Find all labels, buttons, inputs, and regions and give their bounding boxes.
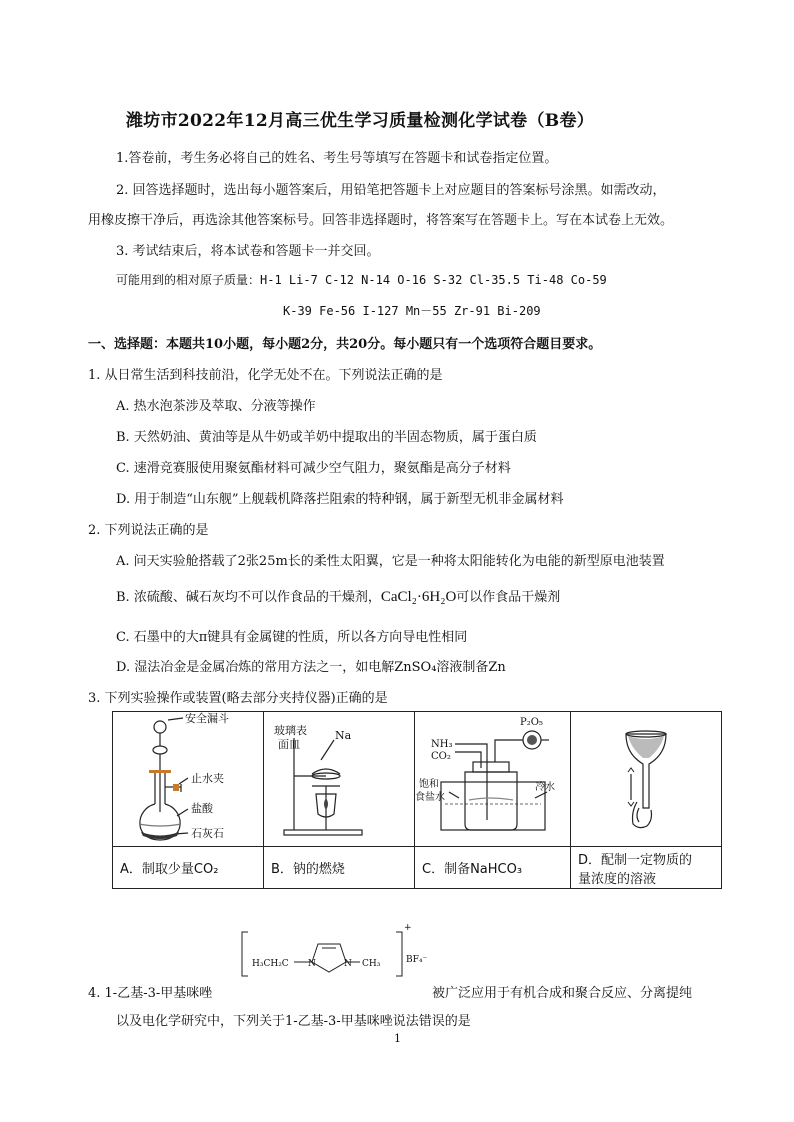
struct-charge: + [404,923,412,933]
q4-stem-start: 4. 1-乙基-3-甲基咪唑 [88,986,213,1001]
label-cold-water: 冷水 [535,782,555,793]
label-co2: CO₂ [431,751,451,762]
q3-caption-d-line1: D．配制一定物质的 [578,852,693,868]
instruction-2b: 用橡皮擦干净后，再选涂其他答案标号。回答非选择题时，将答案写在答题卡上。写在本试卷上无效。 [88,213,674,228]
q3-caption-a: A．制取少量CO₂ [113,847,264,889]
instruction-3: 3. 考试结束后，将本试卷和答题卡一并交回。 [116,244,380,259]
q3-caption-b: B．钠的燃烧 [264,847,415,889]
struct-anion: BF₄⁻ [406,955,428,965]
instruction-1: 1.答卷前，考生务必将自己的姓名、考生号等填写在答题卡和试卷指定位置。 [116,151,558,166]
q2-option-c: C. 石墨中的大π键具有金属键的性质，所以各方向导电性相同 [116,630,468,645]
instruction-2a: 2. 回答选择题时，选出每小题答案后，用铅笔把答题卡上对应题目的答案标号涂黑。如需改动， [116,183,666,198]
q3-caption-d [571,847,722,889]
q3-caption-c: C．制备NaHCO₃ [415,847,571,889]
page-title: 潍坊市2022年12月高三优生学习质量检测化学试卷（B卷） [126,111,595,131]
q1-option-a: A. 热水泡茶涉及萃取、分液等操作 [116,399,316,414]
q3-figure-a [113,712,264,847]
q2-option-b-pre: B. 浓硫酸、碱石灰均不可以作食品的干燥剂， [116,590,381,605]
q3-apparatus-table [112,711,722,889]
struct-ethyl: H₃CH₂C [252,959,289,969]
q4-stem-continued: 被广泛应用于有机合成和聚合反应、分离提纯 [432,986,693,1001]
volumetric-flask-diagram [571,712,721,846]
atomic-mass-line-2: K-39 Fe-56 I-127 Mn－55 Zr-91 Bi-209 [283,304,541,318]
q3-figure-d [571,712,722,847]
nahco3-apparatus-diagram [415,712,570,846]
sodium-combustion-diagram [264,712,414,846]
label-saturated: 饱和 [419,779,439,790]
q1-option-b: B. 天然奶油、黄油等是从牛奶或羊奶中提取出的半固态物质，属于蛋白质 [116,430,537,445]
struct-n1: N [308,959,316,969]
q2-option-b [116,586,560,606]
label-salt-water: 食盐水 [415,792,445,803]
q3-figure-b [264,712,415,847]
label-sodium: Na [335,729,352,742]
label-watch-glass-1: 玻璃表 [274,724,307,737]
page-number: 1 [394,1032,401,1045]
q2-option-a: A. 问天实验舱搭载了2张25m长的柔性太阳翼，它是一种将太阳能转化为电能的新型原电池装置 [116,554,665,569]
atomic-mass-line-1: 可能用到的相对原子质量：H-1 Li-7 C-12 N-14 O-16 S-32 Cl-35.5 Ti-48 Co-59 [116,273,607,287]
q3-stem: 3. 下列实验操作或装置(略去部分夹持仪器)正确的是 [88,691,388,706]
co2-apparatus-diagram [113,712,263,846]
q2-option-d: D. 湿法冶金是金属冶炼的常用方法之一，如电解ZnSO₄溶液制备Zn [116,660,506,675]
q3-caption-d-line2: 量浓度的溶液 [578,871,657,887]
label-safety-funnel: 安全漏斗 [185,712,229,725]
label-hydrochloric-acid: 盐酸 [191,802,213,815]
q2-stem: 2. 下列说法正确的是 [88,523,209,538]
label-nh3: NH₃ [431,739,453,750]
q3-figure-c [415,712,571,847]
struct-n2: N [344,959,352,969]
label-p2o5: P₂O₅ [520,717,543,728]
label-limestone: 石灰石 [191,827,224,840]
q4-stem-line2: 以及电化学研究中，下列关于1-乙基-3-甲基咪唑说法错误的是 [116,1014,471,1029]
q1-option-d: D. 用于制造“山东舰”上舰载机降落拦阻索的特种钢，属于新型无机非金属材料 [116,492,564,507]
q2-option-b-post: 可以作食品干燥剂 [456,590,561,605]
q1-stem: 1. 从日常生活到科技前沿，化学无处不在。下列说法正确的是 [88,368,443,383]
imidazolium-structure [236,914,430,996]
q2-option-b-formula: CaCl₂·6H₂O [380,589,457,605]
label-watch-glass-2: 面皿 [278,738,300,751]
q1-option-c: C. 速滑竞赛服使用聚氨酯材料可减少空气阻力，聚氨酯是高分子材料 [116,461,511,476]
section-heading: 一、选择题：本题共10小题，每小题2分，共20分。每小题只有一个选项符合题目要求。 [88,337,602,352]
label-water-clamp: 止水夹 [191,772,224,785]
struct-methyl: CH₃ [362,959,381,969]
